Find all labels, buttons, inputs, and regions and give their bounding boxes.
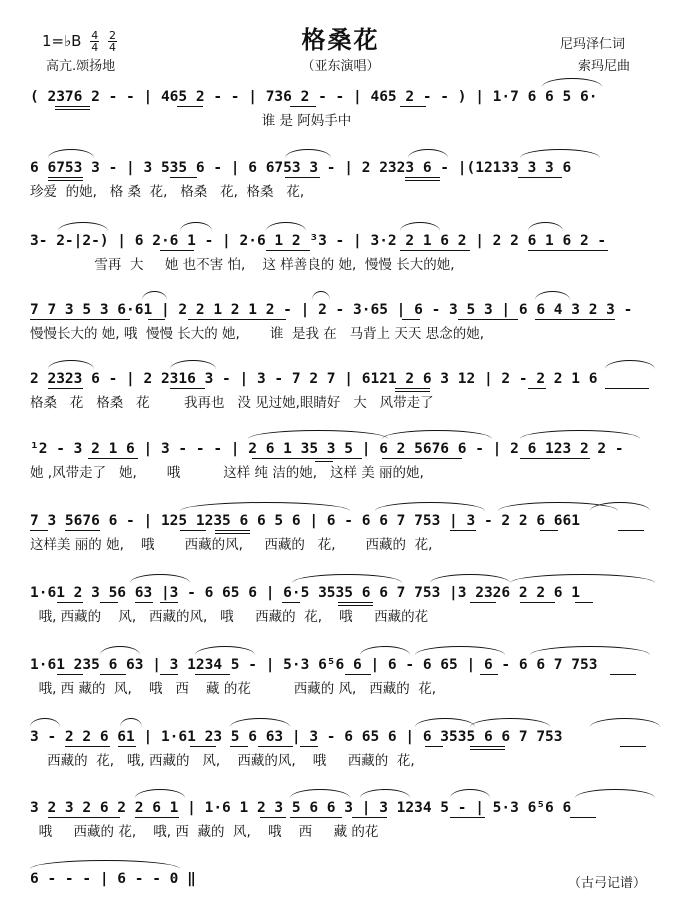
notation-line: 1·61 235 6 63 | 3 1234 5 - | 5·3 6⁵6 6 | 6 - 6 65 | 6 - 6 6 7 753 [30,657,598,673]
time-signature-1: $\frac{4}{4}$ [91,29,99,54]
notation-line: 3 2 3 2 6 2 2 6 1 | 1·6 1 2 3 5 6 6 3 | 3 1234 5 - | 5·3 6⁵6 6 [30,800,572,816]
lyrics-line: 哦, 西藏的 风, 西藏的风, 哦 西藏的 花, 哦 西藏的花 [30,609,429,625]
lyrics-line: 她 ,风带走了 她, 哦 这样 纯 洁的她, 这样 美 丽的她, [30,465,424,481]
song-title: 格桑花 [301,26,380,54]
lyrics-line: 西藏的 花, 哦, 西藏的 风, 西藏的风, 哦 西藏的 花, [30,753,415,769]
lyrics-line: 雪再 大 她 也不害 怕, 这 样善良的 她, 慢慢 长大的她, [30,257,455,273]
notation-line: 3- 2-|2-) | 6 2·6 1 - | 2·6 1 2 ³3 - | 3·2 2 1 6 2 | 2 2 6 1 6 2 - [30,233,607,249]
lyrics-line: 格桑 花 格桑 花 我再也 没 见过她,眼睛好 大 风带走了 [30,395,434,411]
notation-line: 2 2323 6 - | 2 2316 3 - | 3 - 7 2 7 | 6121 2 6 3 12 | 2 - 2 2 1 6 [30,371,598,387]
notation-line: 3 - 2 2 6 61 | 1·61 23 5 6 63 | 3 - 6 65 6 | 6 3535 6 6 7 753 [30,729,563,745]
lyrics-line: 哦, 西 藏的 风, 哦 西 藏 的花 西藏的 风, 西藏的 花, [30,681,437,697]
lyrics-line: 珍爱 的她, 格 桑 花, 格桑 花, 格桑 花, [30,184,305,200]
tempo-marking: 高亢.颂扬地 [46,59,116,74]
lyricist-credit: 尼玛泽仁词 [560,37,626,52]
key-label: 1=♭B [42,32,82,50]
composer-credit: 索玛尼曲 [578,59,631,74]
key-signature [42,30,117,53]
lyrics-line: 这样美 丽的 她, 哦 西藏的风, 西藏的 花, 西藏的 花, [30,537,433,553]
notation-line: 7 3 5676 6 - | 125 1235 6 6 5 6 | 6 - 6 6 7 753 | 3 - 2 2 6 661 [30,513,580,529]
lyrics-line: 哦 西藏的 花, 哦, 西 藏的 风, 哦 西 藏 的花 [30,824,379,840]
notation-line: ¹2 - 3 2 1 6 | 3 - - - | 2 6 1 35 3 5 | 6 2 5676 6 - | 2 6 123 2 2 - [30,441,624,457]
notation-line: 6 - - - | 6 - - 0 ‖ [30,871,196,887]
transcriber-credit: （古弓记谱） [568,876,647,891]
notation-line: 1·61 2 3 56 63 |3 - 6 65 6 | 6·5 3535 6 6 7 753 |3 2326 2 2 6 1 [30,585,580,601]
time-signature-2: $\frac{2}{4}$ [109,29,117,54]
lyrics-line: 谁 是 阿妈手中 [30,113,352,129]
performer-note: （亚东演唱） [301,59,380,74]
notation-line: 6 6753 3 - | 3 535 6 - | 6 6753 3 - | 2 2323 6 - |(12133 3 3 6 [30,160,572,176]
lyrics-line [30,893,660,913]
notation-line: ( 2376 2 - - | 465 2 - - | 736 2 - - | 465 2 - - ) | 1·7 6 6 5 6· [30,89,598,105]
lyrics-line: 慢慢长大的 她, 哦 慢慢 长大的 她, 谁 是我 在 马背上 天天 思念的她, [30,326,484,342]
notation-line: 7 7 3 5 3 6·61 | 2 2 1 2 1 2 - | 2 - 3·65 | 6 - 3 5 3 | 6 6 4 3 2 3 - [30,302,633,318]
